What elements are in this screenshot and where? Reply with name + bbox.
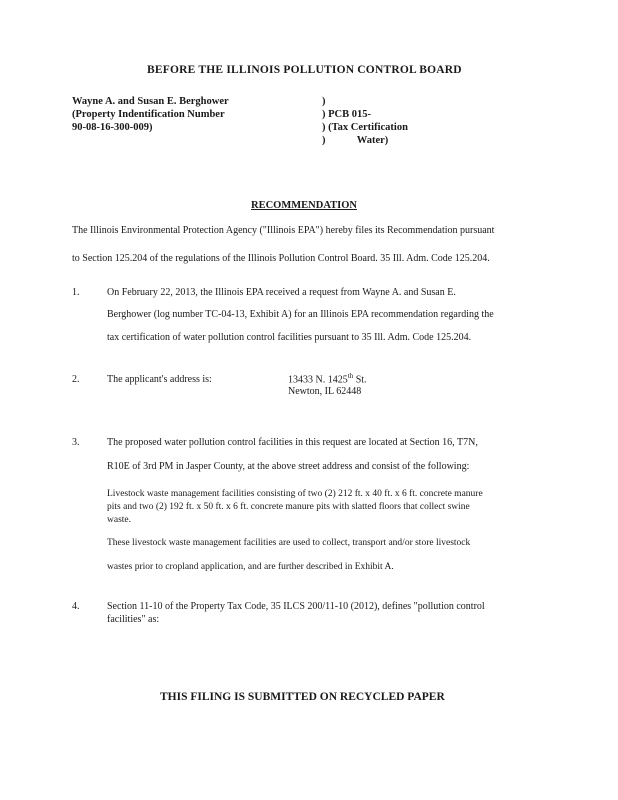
recommendation-heading: RECOMMENDATION bbox=[251, 200, 357, 211]
item-1-line-3: tax certification of water pollution control facilities pursuant to 35 Ill. Adm. Code 125.204. bbox=[107, 332, 472, 343]
address-ordinal-suffix: th bbox=[347, 372, 354, 380]
item-3-usage-line-2: wastes prior to cropland application, and are further described in Exhibit A. bbox=[107, 562, 394, 572]
applicant-address-line-2: Newton, IL 62448 bbox=[288, 386, 362, 397]
address-street-number: 13433 N. 1425 bbox=[288, 374, 348, 386]
item-4-line-2: facilities" as: bbox=[107, 614, 160, 625]
item-1-number: 1. bbox=[72, 287, 80, 298]
item-3-number: 3. bbox=[72, 437, 80, 448]
item-4-line-1: Section 11-10 of the Property Tax Code, 35 ILCS 200/11-10 (2012), defines "pollution control bbox=[107, 601, 485, 612]
document-title: BEFORE THE ILLINOIS POLLUTION CONTROL BOARD bbox=[147, 64, 462, 76]
caption-paren-1: ) bbox=[322, 96, 326, 107]
item-2-label: The applicant's address is: bbox=[107, 374, 212, 385]
item-3-facilities-line-2: pits and two (2) 192 ft. x 50 ft. x 6 ft. concrete manure pits with slatted floors that collect swine bbox=[107, 502, 470, 512]
item-1-line-1: On February 22, 2013, the Illinois EPA received a request from Wayne A. and Susan E. bbox=[107, 287, 456, 298]
item-4-number: 4. bbox=[72, 601, 80, 612]
caption-case-number: ) PCB 015- bbox=[322, 109, 371, 120]
caption-case-type: ) (Tax Certification bbox=[322, 122, 408, 133]
caption-property-id-label: (Property Indentification Number bbox=[72, 109, 225, 120]
intro-line-2: to Section 125.204 of the regulations of the Illinois Pollution Control Board. 35 Ill. Adm. Code 125.204. bbox=[72, 253, 490, 264]
intro-line-1: The Illinois Environmental Protection Agency ("Illinois EPA") hereby files its Recommendation pursuant bbox=[72, 225, 495, 236]
caption-property-id-number: 90-08-16-300-009) bbox=[72, 122, 153, 133]
item-3-usage-line-1: These livestock waste management facilities are used to collect, transport and/or store livestock bbox=[107, 538, 471, 548]
address-street-suffix: St. bbox=[353, 374, 367, 386]
item-1-line-2: Berghower (log number TC-04-13, Exhibit A) for an Illinois EPA recommendation regarding the bbox=[107, 309, 494, 320]
item-3-line-2: R10E of 3rd PM in Jasper County, at the above street address and consist of the following: bbox=[107, 461, 470, 472]
item-3-line-1: The proposed water pollution control facilities in this request are located at Section 16, T7N, bbox=[107, 437, 478, 448]
applicant-address-line-1 bbox=[288, 372, 367, 385]
item-2-number: 2. bbox=[72, 374, 80, 385]
item-3-facilities-line-3: waste. bbox=[107, 515, 132, 525]
caption-petitioner-name: Wayne A. and Susan E. Berghower bbox=[72, 96, 229, 107]
caption-case-subtype: ) Water) bbox=[322, 135, 389, 146]
item-3-facilities-line-1: Livestock waste management facilities consisting of two (2) 212 ft. x 40 ft. x 6 ft. concrete manure bbox=[107, 489, 483, 499]
recycled-paper-footer: THIS FILING IS SUBMITTED ON RECYCLED PAPER bbox=[160, 691, 445, 703]
